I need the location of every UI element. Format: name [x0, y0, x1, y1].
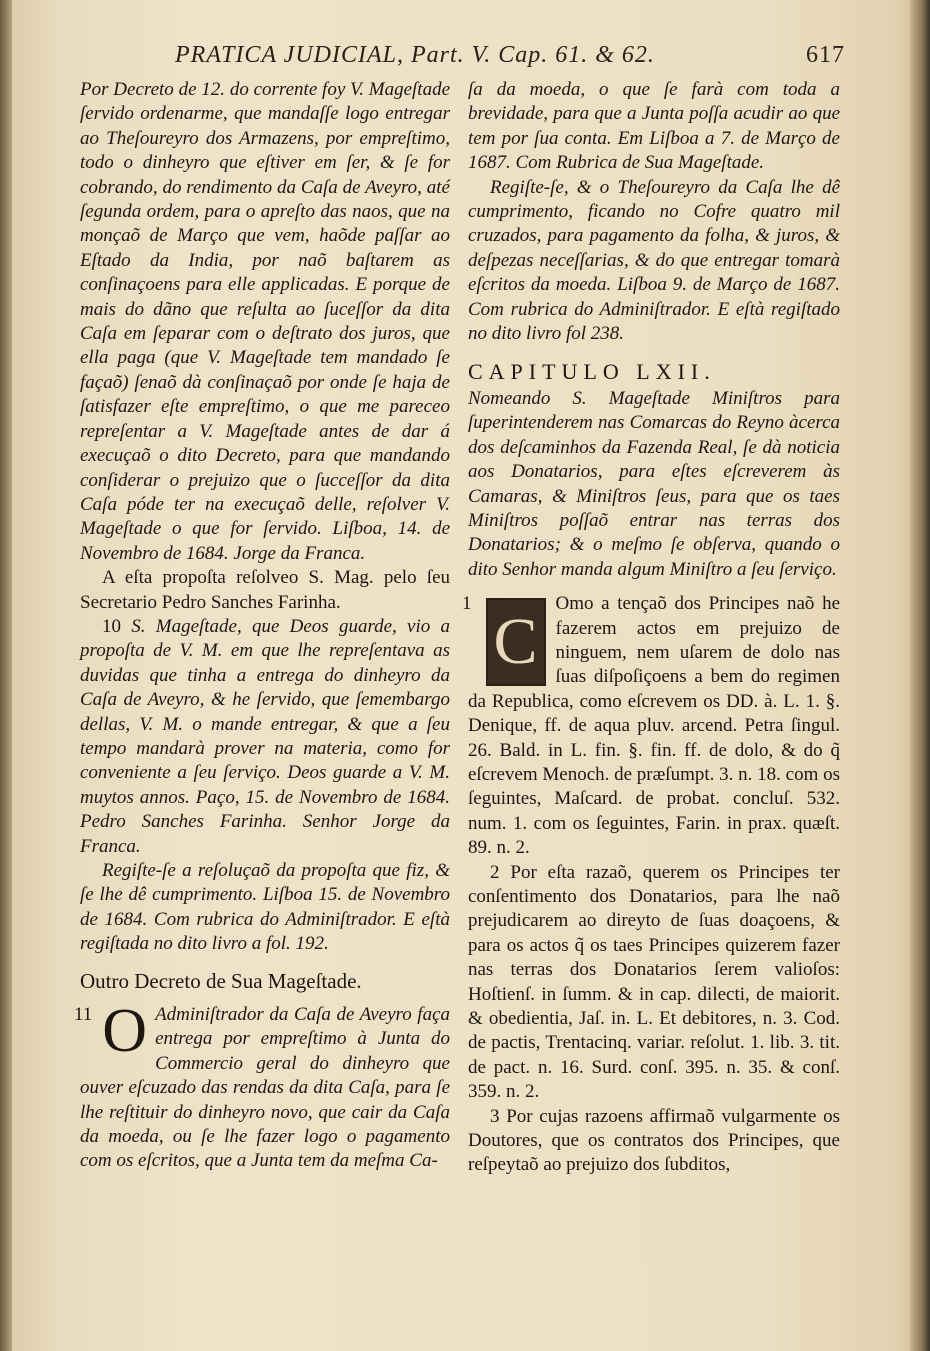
- paragraph-10: [80, 615, 450, 859]
- initial-letter: C: [493, 605, 538, 679]
- registration-paragraph: Regiſte-ſe, & o Theſoureyro da Caſa lhe dê cumprimento, ficando no Cofre quatro mil cruzados, para pagamento da folha, & juros, & deſpezas neceſſarias, & do que entregar tomarà eſcritos da moeda. Liſboa 9. de Março de 1687. Com rubrica do Adminiſtrador. E eſtà regiſtado no dito livro fol 238.: [468, 176, 840, 345]
- running-head: [175, 42, 845, 69]
- resolution-note: A eſta propoſta reſolveo S. Mag. pelo ſeu Secretario Pedro Sanches Farinha.: [80, 567, 450, 613]
- section-heading: Outro Decreto de Sua Mageſtade.: [80, 968, 362, 993]
- paragraph-11: [74, 997, 450, 1174]
- paragraph-number: 1: [462, 593, 472, 615]
- paragraph-number: 11: [74, 1004, 93, 1026]
- paragraph-number: 2: [490, 861, 500, 883]
- paragraph-number: 10: [102, 615, 121, 637]
- paragraph-text: Por cujas razoens affirmaõ vulgarmente os Doutores, que os contratos dos Principes, que reſpeytaõ ao prejuizo dos ſubditos,: [468, 1105, 840, 1176]
- paragraph-1: [462, 592, 841, 860]
- right-column: [462, 78, 841, 1178]
- decree-paragraph: Por Decreto de 12. do corrente foy V. Mageſtade ſervido ordenarme, que mandaſſe logo entregar ao Theſoureyro dos Armazens, por empreſtimo, todo o dinheyro que eſtiver em ſer, & ſe for cobrando, do rendimento da Caſa de Aveyro, até ſegunda ordem, para o apreſto das naos, que na monçaõ de Março que vem, haõde paſſar ao Eſtado da India, por naõ baſtarem as conſinaçoens para elle applicadas. E porque de mais do dãno que reſulta ao ſuceſſor da dita Caſa em ſeparar com o deſtrato dos juros, que ella paga (que V. Mageſtade tem mandado ſe façaõ) ſenaõ dà conſinaçaõ por onde ſe haja de ſatisfazer eſte empreſtimo, o que me pareceo repreſentar a V. Mageſtade antes de dar á execuçaõ o dito Decreto, para que mandando conſiderar o prejuizo que o ſucceſſor da dita Caſa póde ter na execuçaõ delle, reſolver V. Mageſtade o que for ſervido. Liſboa, 14. de Novembro de 1684. Jorge da Franca.: [80, 79, 450, 564]
- decorated-initial: [486, 598, 546, 686]
- paragraph-text: Adminiſtrador da Caſa de Aveyro faça entrega por empreſtimo à Junta do Commercio geral do dinheyro que ouver eſcuzado das rendas da dita Caſa, para ſe lhe reſtituir do dinheyro novo, que cair da Caſa da moeda, ou ſe lhe fazer logo o pagamento com os eſcritos, que a Junta tem da meſma Ca-: [80, 1004, 450, 1172]
- decree-continuation: ſa da moeda, o que ſe farà com toda a brevidade, para que a Junta poſſa acudir ao que tem por ſua conta. Em Liſboa a 7. de Março de 1687. Com Rubrica de Sua Mageſtade.: [468, 79, 840, 174]
- initial-letter: O: [102, 997, 148, 1066]
- page-gutter-shadow: [0, 0, 12, 1351]
- paragraph-2: [468, 861, 840, 1105]
- paragraph-text: S. Mageſtade, que Deos guarde, vio a propoſta de V. M. em que lhe repreſentava as duvidas que tinha a entrega do dinheyro da Caſa de Aveyro, & he ſervido, que ſemembargo dellas, V. M. o mande entregar, & que a ſeu tempo mandarà prover na materia, como for conveniente a ſeu ſerviço. Deos guarde a V. M. muytos annos. Paço, 15. de Novembro de 1684. Pedro Sanches Farinha. Senhor Jorge da Franca.: [80, 615, 450, 857]
- page-number: 617: [806, 42, 845, 68]
- paragraph-text: Omo a tençaõ dos Principes naõ he fazerem actos em prejuizo de ninguem, nem uſarem de dolo nas ſuas diſpoſiçoens a bem do regimen da Republica, como eſcrevem os DD. à. L. 1. §. Denique, ff. de aqua pluv. arcend. Petra ſingul. 26. Bald. in L. fin. §. fin. ff. de dolo, & do q̃ eſcrevem Menoch. de præſumpt. 3. n. 18. com os ſeguintes, Maſcard. de probat. concluſ. 532. num. 1. com os ſeguintes, Farin. in prax. quæſt. 89. n. 2.: [468, 593, 841, 859]
- paragraph-number: 3: [490, 1105, 500, 1127]
- left-column: [74, 78, 450, 1174]
- registration-paragraph: Regiſte-ſe a reſoluçaõ da propoſta que fiz, & ſe lhe dê cumprimento. Liſboa 15. de Novembro de 1684. Com rubrica do Adminiſtrador. E eſtà regiſtada no dito livro a fol. 192.: [80, 860, 450, 955]
- running-head-title: PRATICA JUDICIAL, Part. V. Cap. 61. & 62.: [175, 42, 655, 68]
- paragraph-text: Por eſta razaõ, querem os Principes ter conſentimento dos Donatarios, para lhe naõ prejudicarem ao direyto de ſuas doaçoens, & para os actos q̃ os taes Principes quizerem fazer nas terras dos Donatarios ſerem valioſos: Hoſtienſ. in ſumm. & in cap. dilecti, de maiorit. & obedientia, Jaſ. in. L. Et debitores, n. 3. Cod. de pactis, Trentacinq. variar. reſolut. 1. lib. 3. tit. de pact. n. 16. Surd. conſ. 395. n. 35. & conſ. 359. n. 2.: [468, 861, 841, 1103]
- chapter-summary: Nomeando S. Mageſtade Miniſtros para ſuperintenderem nas Comarcas do Reyno àcerca dos deſcaminhos da Fazenda Real, ſe dà noticia aos Donatarios, para eſtes eſcreverem às Camaras, & Miniſtros ſeus, para que os taes Miniſtros poſſaõ entrar nas terras dos Donatarios; & o meſmo ſe obſerva, quando o dito Senhor manda algum Miniſtro a ſeu ſerviço.: [468, 387, 840, 580]
- chapter-title: CAPITULO LXII.: [468, 359, 716, 385]
- page-edge: [910, 0, 930, 1351]
- paragraph-3: [468, 1105, 840, 1178]
